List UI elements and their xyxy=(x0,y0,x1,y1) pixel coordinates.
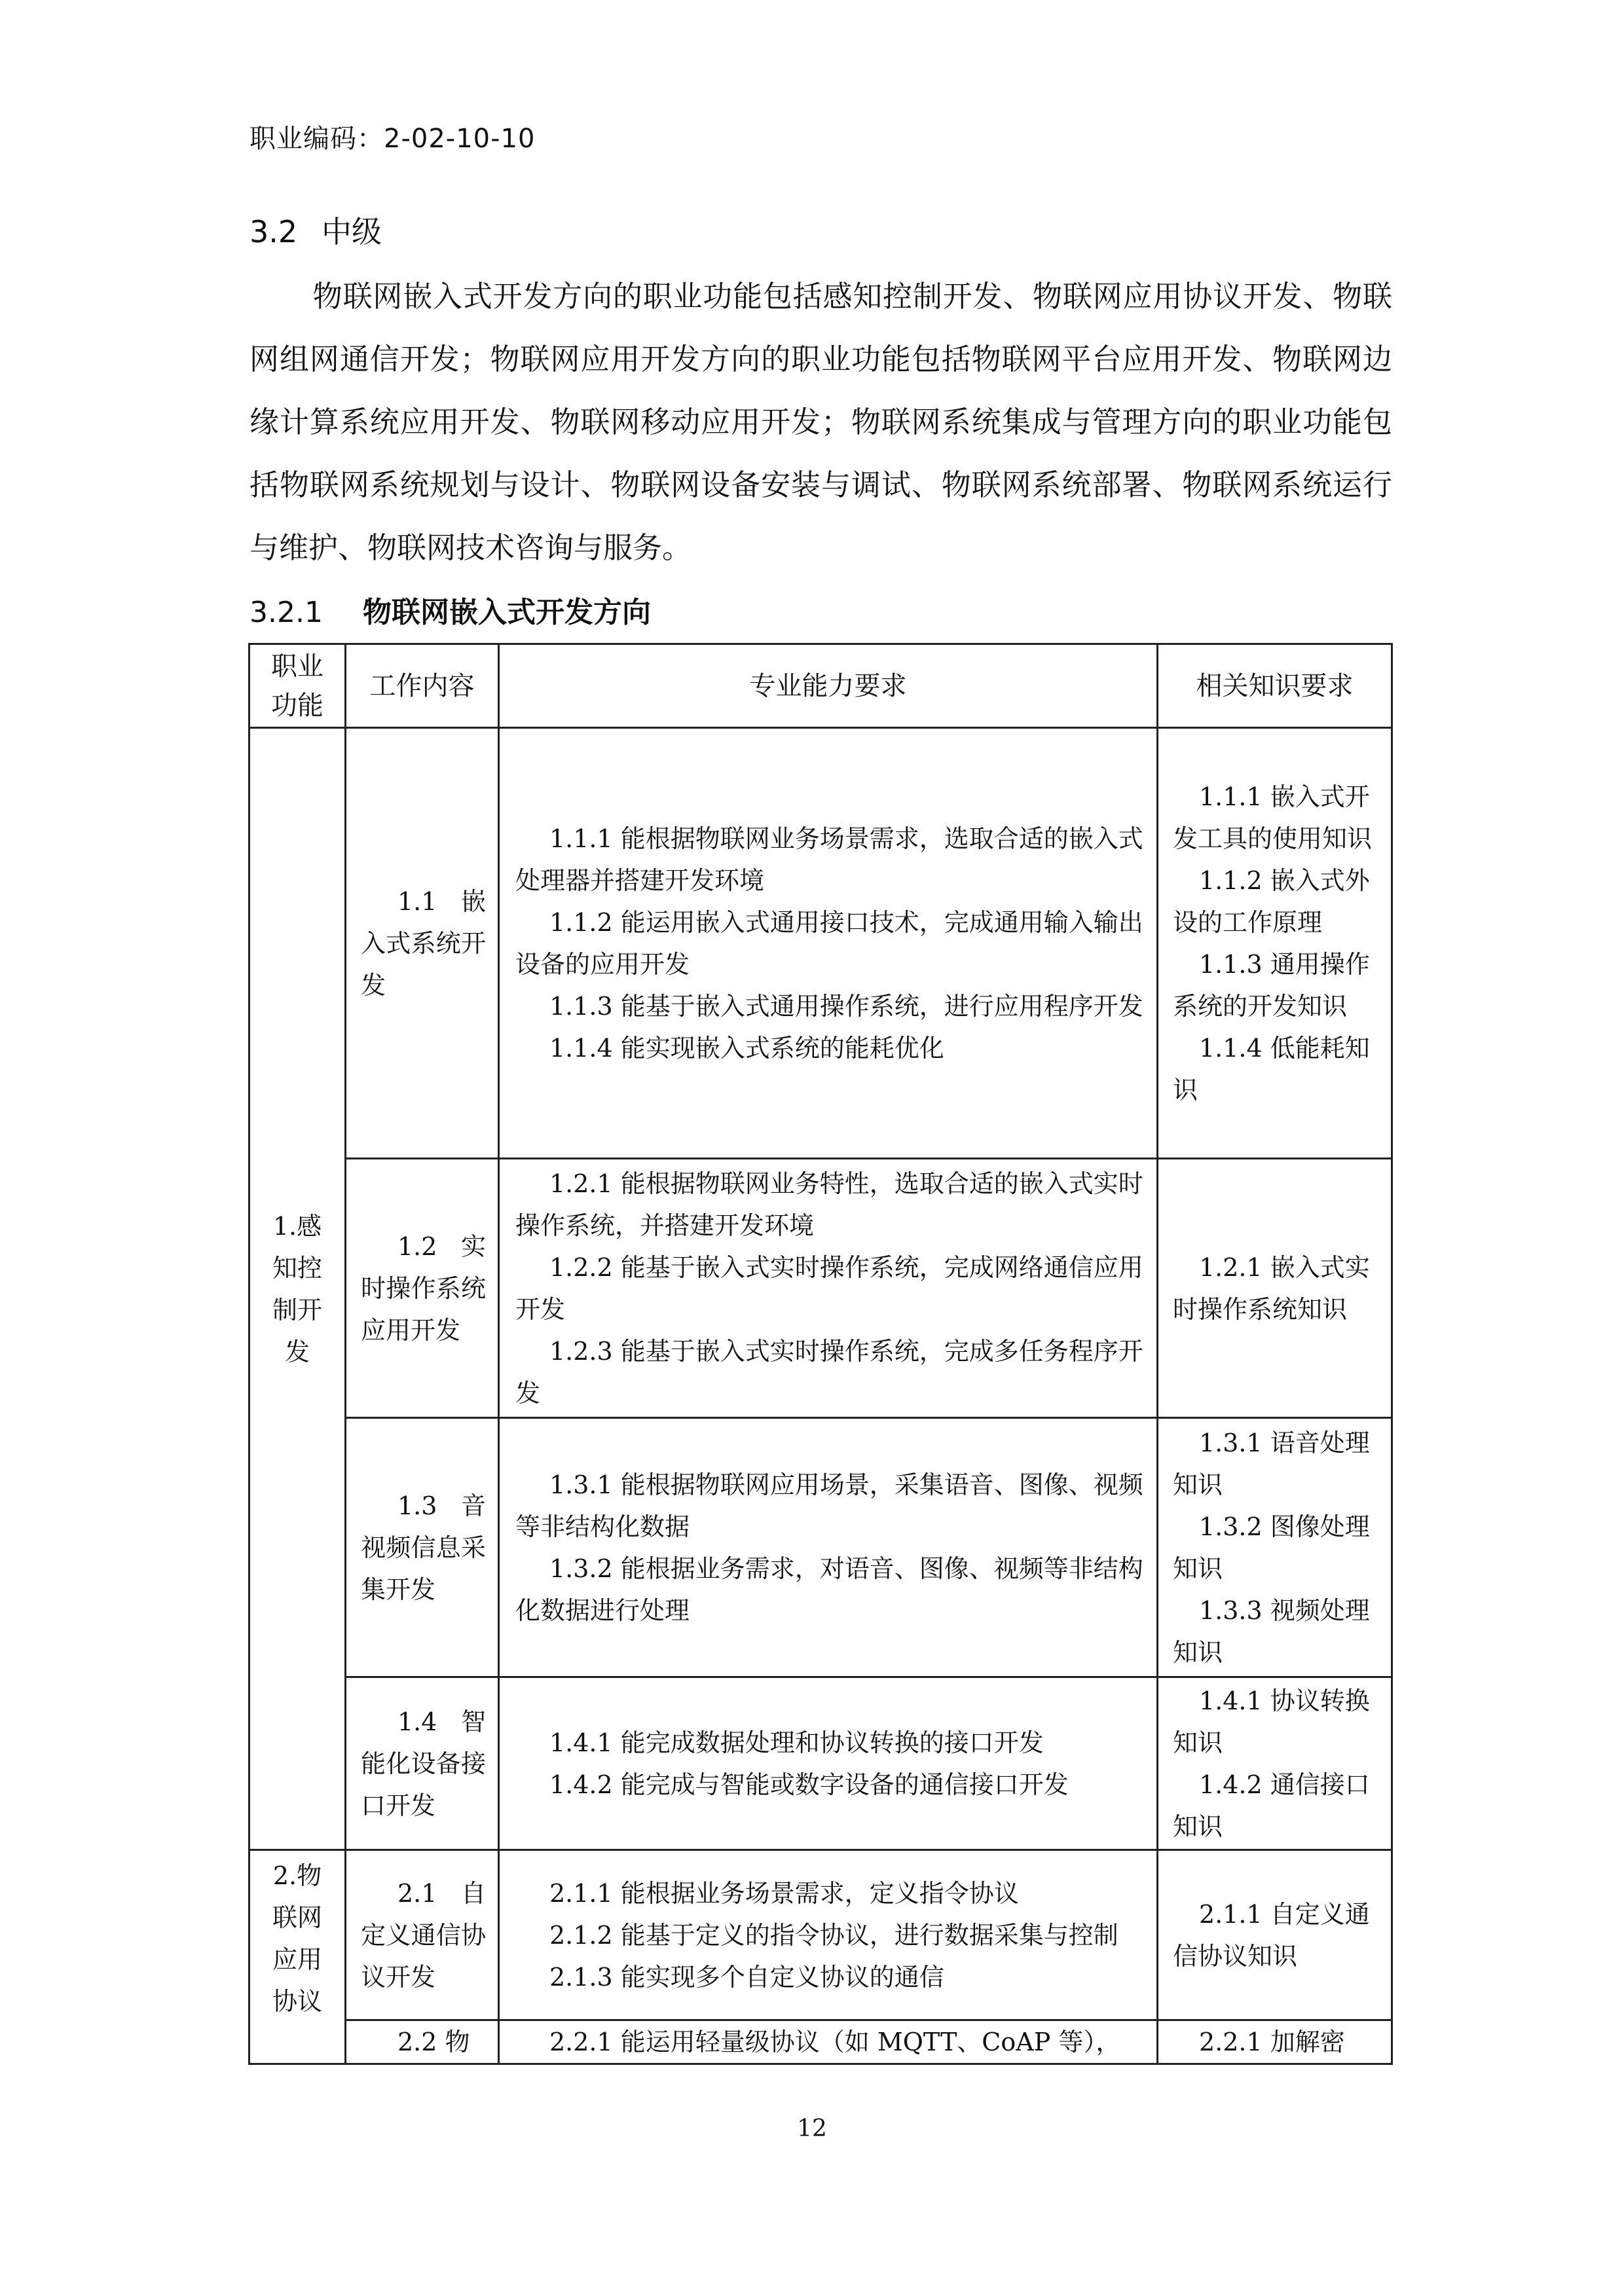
section-title: 中级 xyxy=(322,214,382,249)
work-content-cell: 1.4 智能化设备接口开发 xyxy=(346,1677,499,1850)
table-row xyxy=(249,1850,1392,2020)
knowledge-cell: 1.3.1 语音处理知识 1.3.2 图像处理知识 1.3.3 视频处理知识 xyxy=(1158,1418,1392,1677)
table-row xyxy=(249,1159,1392,1418)
skill-cell: 1.1.1 能根据物联网业务场景需求，选取合适的嵌入式处理器并搭建开发环境 1.1.2 能运用嵌入式通用接口技术，完成通用输入输出设备的应用开发 1.1.3 能基于嵌入式通用操作系统，进行应用程序开发 1.1.4 能实现嵌入式系统的能耗优化 xyxy=(499,728,1158,1159)
table-row xyxy=(249,1677,1392,1850)
competency-table xyxy=(248,643,1393,2065)
work-content-cell: 1.2 实时操作系统应用开发 xyxy=(346,1159,499,1418)
subsection-title: 物联网嵌入式开发方向 xyxy=(363,596,651,629)
function-cell: 1.感 知控 制开 发 xyxy=(249,728,346,1850)
subsection-heading xyxy=(249,592,651,634)
table-row xyxy=(249,2020,1392,2064)
skill-cell: 2.2.1 能运用轻量级协议（如 MQTT、CoAP 等）， xyxy=(499,2020,1158,2064)
knowledge-cell: 1.4.1 协议转换知识 1.4.2 通信接口知识 xyxy=(1158,1677,1392,1850)
work-content-cell: 2.1 自定义通信协议开发 xyxy=(346,1850,499,2020)
table-row xyxy=(249,1418,1392,1677)
skill-cell: 1.4.1 能完成数据处理和协议转换的接口开发 1.4.2 能完成与智能或数字设备的通信接口开发 xyxy=(499,1677,1158,1850)
intro-paragraph xyxy=(249,265,1392,579)
work-content-cell: 1.3 音视频信息采集开发 xyxy=(346,1418,499,1677)
header-knowledge-requirements: 相关知识要求 xyxy=(1158,644,1392,728)
occupation-code: 职业编码：2-02-10-10 xyxy=(249,124,536,154)
header-function: 职业 功能 xyxy=(249,644,346,728)
subsection-number: 3.2.1 xyxy=(249,596,323,629)
skill-cell: 1.2.1 能根据物联网业务特性，选取合适的嵌入式实时操作系统，并搭建开发环境 1.2.2 能基于嵌入式实时操作系统，完成网络通信应用开发 1.2.3 能基于嵌入式实时操作系统，完成多任务程序开发 xyxy=(499,1159,1158,1418)
page-number: 12 xyxy=(797,2115,827,2142)
header-skill-requirements: 专业能力要求 xyxy=(499,644,1158,728)
table-header-row xyxy=(249,644,1392,728)
header-work-content: 工作内容 xyxy=(346,644,499,728)
knowledge-cell: 2.1.1 自定义通信协议知识 xyxy=(1158,1850,1392,2020)
intro-text: 物联网嵌入式开发方向的职业功能包括感知控制开发、物联网应用协议开发、物联网组网通信开发；物联网应用开发方向的职业功能包括物联网平台应用开发、物联网边缘计算系统应用开发、物联网移动应用开发；物联网系统集成与管理方向的职业功能包括物联网系统规划与设计、物联网设备安装与调试、物联网系统部署、物联网系统运行与维护、物联网技术咨询与服务。 xyxy=(249,279,1392,565)
work-content-cell: 1.1 嵌入式系统开发 xyxy=(346,728,499,1159)
table-row xyxy=(249,728,1392,1159)
skill-cell: 2.1.1 能根据业务场景需求，定义指令协议 2.1.2 能基于定义的指令协议，进行数据采集与控制 2.1.3 能实现多个自定义协议的通信 xyxy=(499,1850,1158,2020)
knowledge-cell: 1.1.1 嵌入式开发工具的使用知识 1.1.2 嵌入式外设的工作原理 1.1.3 通用操作系统的开发知识 1.1.4 低能耗知识 xyxy=(1158,728,1392,1159)
function-cell: 2.物 联网 应用 协议 xyxy=(249,1850,346,2064)
knowledge-cell: 1.2.1 嵌入式实时操作系统知识 xyxy=(1158,1159,1392,1418)
work-content-cell: 2.2 物 xyxy=(346,2020,499,2064)
section-number: 3.2 xyxy=(249,214,298,249)
section-heading xyxy=(249,211,382,253)
knowledge-cell: 2.2.1 加解密 xyxy=(1158,2020,1392,2064)
skill-cell: 1.3.1 能根据物联网应用场景，采集语音、图像、视频等非结构化数据 1.3.2 能根据业务需求，对语音、图像、视频等非结构化数据进行处理 xyxy=(499,1418,1158,1677)
